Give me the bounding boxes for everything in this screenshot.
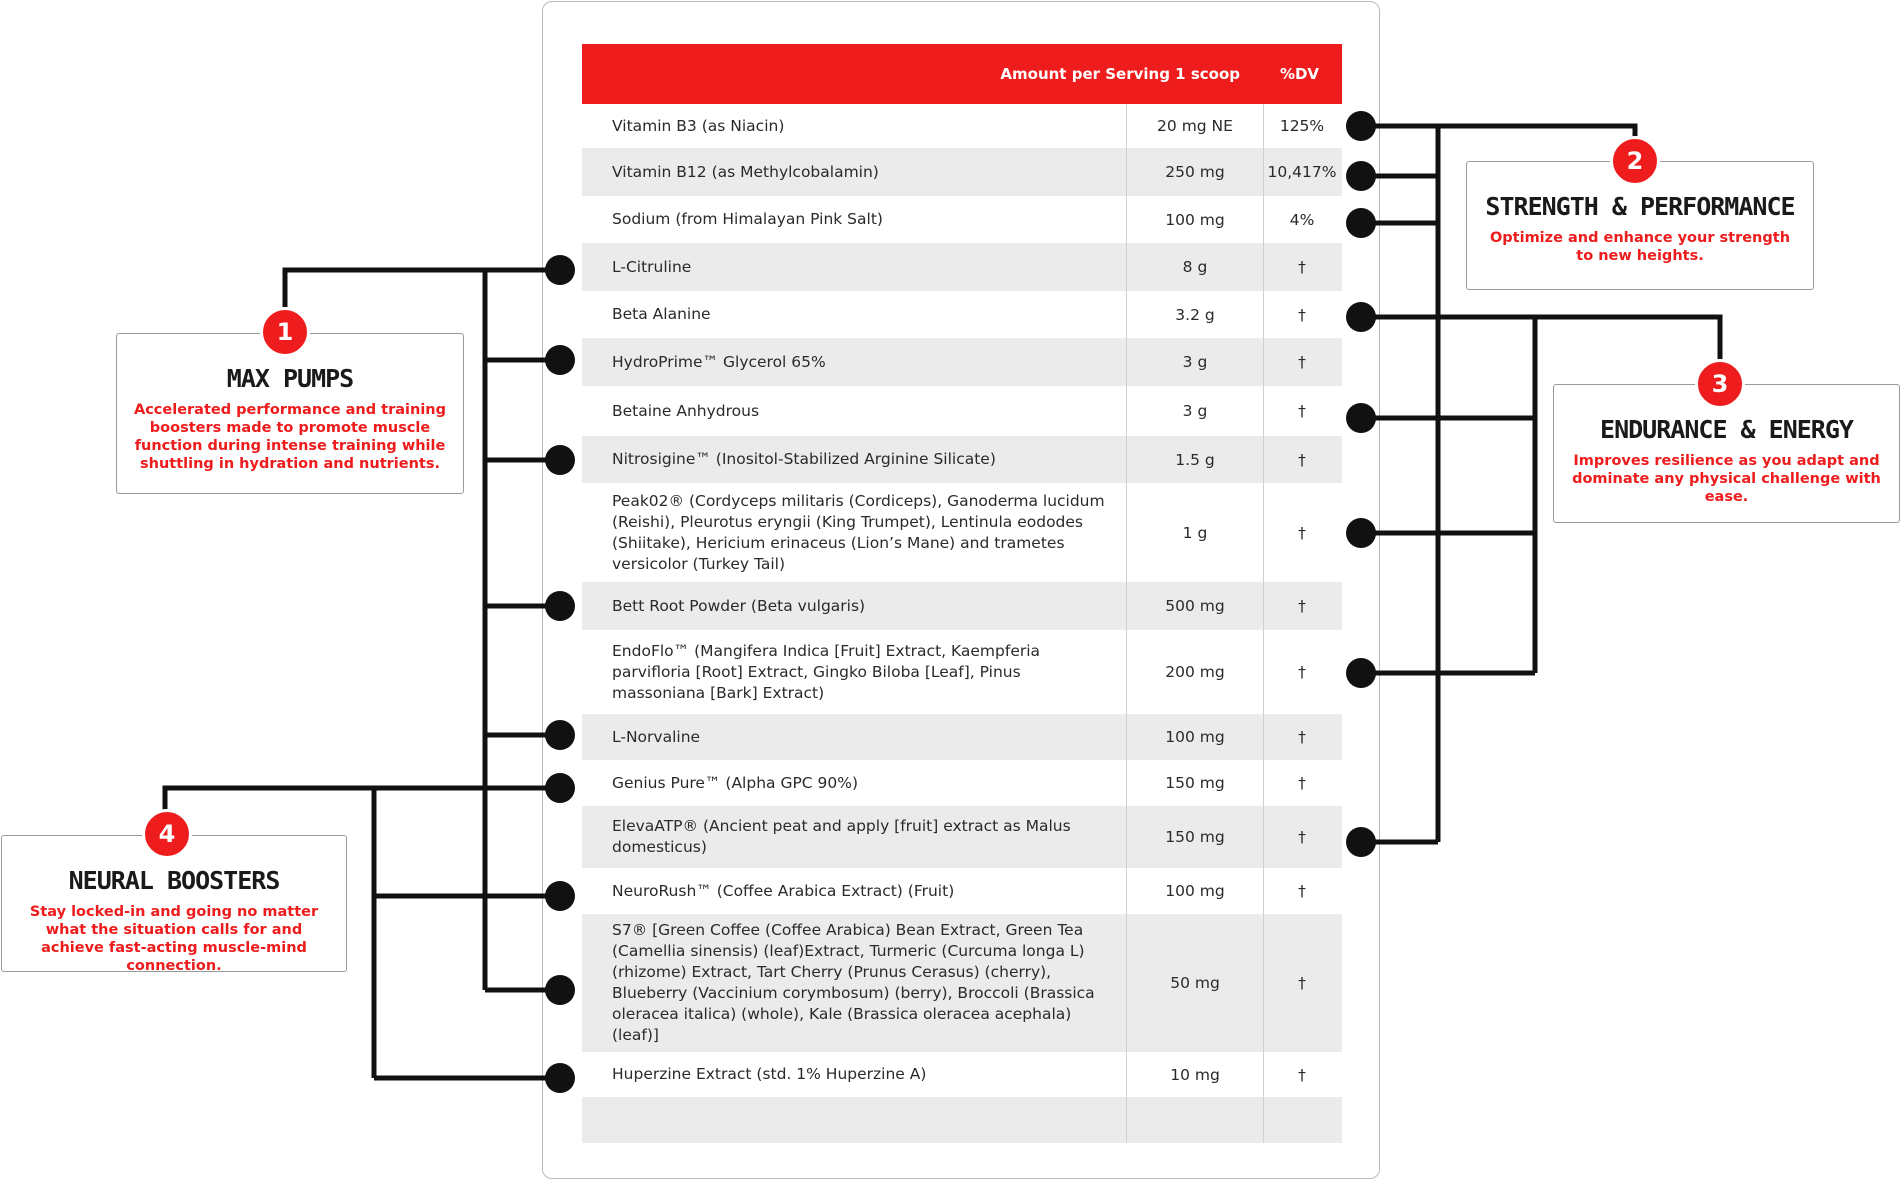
ingredient-name: Vitamin B3 (as Niacin) xyxy=(612,116,785,135)
callout-number-badge: 3 xyxy=(1695,359,1745,409)
ingredient-amount: 3.2 g xyxy=(1126,291,1264,338)
ingredient-name: L-Norvaline xyxy=(612,727,701,746)
node-dot xyxy=(1346,111,1376,141)
node-dot xyxy=(545,345,575,375)
ingredient-dv: † xyxy=(1298,597,1306,615)
ingredient-dv: † xyxy=(1298,828,1306,846)
node-dot xyxy=(1346,827,1376,857)
node-dot xyxy=(545,975,575,1005)
ingredient-amount: 50 mg xyxy=(1126,914,1264,1052)
node-dot xyxy=(545,445,575,475)
ingredient-name: Bett Root Powder (Beta vulgaris) xyxy=(612,596,866,615)
ingredient-amount: 500 mg xyxy=(1126,582,1264,630)
ingredient-name: Nitrosigine™ (Inositol-Stabilized Arginine Silicate) xyxy=(612,450,996,468)
ingredient-name: NeuroRush™ (Coffee Arabica Extract) (Fruit) xyxy=(612,881,955,900)
node-dot xyxy=(1346,403,1376,433)
callout-description: Improves resilience as you adapt and dominate any physical challenge with ease. xyxy=(1572,453,1881,505)
ingredient-dv: † xyxy=(1298,774,1306,792)
ingredient-amount: 250 mg xyxy=(1126,148,1264,196)
ingredient-amount: 100 mg xyxy=(1126,714,1264,760)
ingredient-amount: 8 g xyxy=(1126,243,1264,291)
ingredient-amount: 150 mg xyxy=(1126,760,1264,806)
ingredient-dv: 10,417% xyxy=(1267,163,1337,181)
node-dot xyxy=(545,720,575,750)
callout-description: Stay locked-in and going no matter what the situation calls for and achieve fast-acting muscle-mind connection. xyxy=(29,904,319,974)
ingredient-dv: † xyxy=(1298,1065,1306,1084)
ingredient-name: Peak02® (Cordyceps militaris (Cordiceps), Ganoderma lucidum (Reishi), Pleurotus eryngii (King Trumpet), Lentinula eododes (Shiitake), Hericium erinaceus (Lion’s Mane) and trametes versicolor (Turkey Tail) xyxy=(612,491,1105,573)
ingredient-dv: † xyxy=(1298,663,1306,681)
callout-title: STRENGTH & PERFORMANCE xyxy=(1485,192,1795,221)
callout-max-pumps xyxy=(116,333,464,494)
node-dot xyxy=(1346,208,1376,238)
ingredient-dv: † xyxy=(1298,353,1306,371)
node-dot xyxy=(1346,161,1376,191)
header-dv-label: %DV xyxy=(1279,65,1320,83)
ingredient-name: HydroPrime™ Glycerol 65% xyxy=(612,352,826,371)
node-dot xyxy=(545,255,575,285)
node-dot xyxy=(1346,518,1376,548)
ingredient-amount: 100 mg xyxy=(1126,196,1264,243)
ingredient-dv: † xyxy=(1298,523,1306,542)
ingredient-dv: † xyxy=(1298,305,1306,324)
callout-title: MAX PUMPS xyxy=(226,364,354,393)
callout-number-badge: 1 xyxy=(260,307,310,357)
ingredient-name: Sodium (from Himalayan Pink Salt) xyxy=(612,210,883,228)
ingredient-amount: 200 mg xyxy=(1126,630,1264,714)
ingredient-amount: 10 mg xyxy=(1126,1052,1264,1097)
ingredient-dv: 4% xyxy=(1289,210,1315,229)
ingredient-amount: 1 g xyxy=(1126,483,1264,582)
ingredient-name: L-Citruline xyxy=(612,257,692,276)
ingredient-name: Vitamin B12 (as Methylcobalamin) xyxy=(612,162,879,181)
callout-description: Accelerated performance and training boosters made to promote muscle function during intense training while shuttling in hydration and nutrients. xyxy=(133,402,447,472)
node-dot xyxy=(545,1063,575,1093)
node-dot xyxy=(545,881,575,911)
ingredient-name: Beta Alanine xyxy=(612,305,711,323)
callout-title: NEURAL BOOSTERS xyxy=(68,866,280,895)
ingredient-name: Huperzine Extract (std. 1% Huperzine A) xyxy=(612,1065,927,1083)
ingredient-dv: † xyxy=(1298,882,1306,900)
ingredient-name: S7® [Green Coffee (Coffee Arabica) Bean Extract, Green Tea (Camellia sinensis) (leaf)Extract, Turmeric (Curcuma longa L) (rhizome) Extract, Tart Cherry (Prunus Cerasus) (cherry), Blueberry (Vaccinium corymbosum) (berry), Broccoli (Brassica oleracea italica) (whole), Kale (Brassica oleracea acephala) (leaf)] xyxy=(612,921,1095,1044)
ingredient-name: ElevaATP® (Ancient peat and apply [fruit] extract as Malus domesticus) xyxy=(612,817,1071,856)
ingredient-name: Betaine Anhydrous xyxy=(612,401,760,420)
ingredient-name: Genius Pure™ (Alpha GPC 90%) xyxy=(612,773,859,792)
node-dot xyxy=(545,773,575,803)
ingredient-amount: 3 g xyxy=(1126,338,1264,386)
callout-number-badge: 2 xyxy=(1610,136,1660,186)
ingredient-dv: 125% xyxy=(1279,117,1325,135)
ingredient-dv: † xyxy=(1298,258,1306,276)
callout-number-badge: 4 xyxy=(142,809,192,859)
header-amount-label: Amount per Serving 1 scoop xyxy=(1000,65,1240,83)
node-dot xyxy=(1346,658,1376,688)
ingredient-dv: † xyxy=(1298,728,1306,746)
node-dot xyxy=(1346,302,1376,332)
ingredient-amount: 3 g xyxy=(1126,386,1264,436)
callout-description: Optimize and enhance your strength to new heights. xyxy=(1489,230,1791,264)
ingredient-amount: 100 mg xyxy=(1126,868,1264,914)
ingredient-amount: 1.5 g xyxy=(1126,436,1264,483)
ingredient-amount: 20 mg NE xyxy=(1126,104,1264,148)
ingredient-name: EndoFlo™ (Mangifera Indica [Fruit] Extract, Kaempferia parvifloria [Root] Extract, Gingko Biloba [Leaf], Pinus massoniana [Bark] Extract) xyxy=(612,641,1041,702)
ingredient-dv: † xyxy=(1298,974,1306,992)
node-dot xyxy=(545,591,575,621)
callout-title: ENDURANCE & ENERGY xyxy=(1600,415,1853,444)
ingredient-dv: † xyxy=(1298,450,1306,469)
ingredient-dv: † xyxy=(1298,402,1306,420)
ingredient-amount: 150 mg xyxy=(1126,806,1264,868)
